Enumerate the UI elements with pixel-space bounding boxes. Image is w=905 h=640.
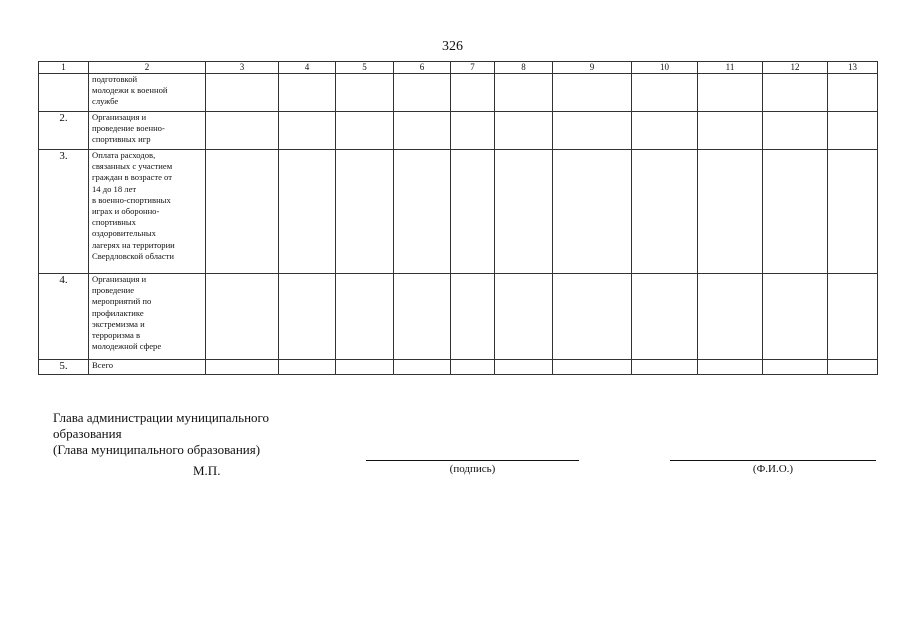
table-cell bbox=[279, 74, 336, 112]
table-cell bbox=[336, 112, 394, 150]
table-cell bbox=[553, 150, 632, 274]
table-cell bbox=[451, 112, 495, 150]
table-cell bbox=[279, 112, 336, 150]
table-cell bbox=[279, 360, 336, 375]
table-cell bbox=[206, 74, 279, 112]
page-number: 326 bbox=[442, 39, 463, 54]
table-cell bbox=[828, 150, 878, 274]
table-cell bbox=[698, 274, 763, 360]
table-cell bbox=[763, 274, 828, 360]
table-cell bbox=[828, 274, 878, 360]
seal-label: М.П. bbox=[193, 463, 221, 478]
table-cell bbox=[495, 112, 553, 150]
table-cell bbox=[632, 150, 698, 274]
table-row bbox=[39, 274, 878, 360]
table-cell bbox=[451, 360, 495, 375]
table-row bbox=[39, 74, 878, 112]
column-header: 4 bbox=[279, 62, 336, 74]
table-cell bbox=[394, 74, 451, 112]
header-row bbox=[39, 62, 878, 74]
column-header: 10 bbox=[632, 62, 698, 74]
table-cell bbox=[451, 274, 495, 360]
table-cell bbox=[763, 112, 828, 150]
fio-line bbox=[670, 460, 876, 461]
table-cell bbox=[336, 274, 394, 360]
table-cell bbox=[451, 150, 495, 274]
row-description: Всего bbox=[89, 360, 206, 375]
table-row bbox=[39, 360, 878, 375]
column-header: 5 bbox=[336, 62, 394, 74]
column-header: 8 bbox=[495, 62, 553, 74]
column-header: 1 bbox=[39, 62, 89, 74]
table-row bbox=[39, 112, 878, 150]
row-number: 4. bbox=[39, 274, 89, 360]
official-title: Глава администрации муниципального образования (Глава муниципального образования) bbox=[53, 410, 270, 457]
row-description: Оплата расходов, связанных с участием граждан в возрасте от 14 до 18 лет в военно-спортивных играх и оборонно- спортивных оздоровительных лагерях на территории Свердловской области bbox=[89, 150, 206, 274]
table-cell bbox=[394, 112, 451, 150]
column-header: 13 bbox=[828, 62, 878, 74]
column-header: 3 bbox=[206, 62, 279, 74]
table-cell bbox=[698, 360, 763, 375]
table-cell bbox=[495, 360, 553, 375]
table-cell bbox=[828, 112, 878, 150]
fio-caption: (Ф.И.О.) bbox=[752, 463, 794, 475]
table-cell bbox=[206, 150, 279, 274]
table-row bbox=[39, 150, 878, 274]
table-cell bbox=[495, 150, 553, 274]
table-cell bbox=[828, 360, 878, 375]
table-cell bbox=[206, 360, 279, 375]
column-header: 7 bbox=[451, 62, 495, 74]
column-header: 11 bbox=[698, 62, 763, 74]
signature-caption: (подпись) bbox=[449, 463, 496, 475]
row-description: Организация и проведение мероприятий по профилактике экстремизма и терроризма в молодежной сфере bbox=[89, 274, 206, 360]
column-header: 12 bbox=[763, 62, 828, 74]
table-cell bbox=[279, 274, 336, 360]
table-cell bbox=[336, 74, 394, 112]
table-cell bbox=[698, 150, 763, 274]
table-cell bbox=[553, 360, 632, 375]
table-cell bbox=[632, 274, 698, 360]
table-cell bbox=[698, 74, 763, 112]
row-number: 3. bbox=[39, 150, 89, 274]
row-number: 2. bbox=[39, 112, 89, 150]
table-cell bbox=[828, 74, 878, 112]
table-cell bbox=[553, 74, 632, 112]
table-cell bbox=[336, 360, 394, 375]
table-cell bbox=[698, 112, 763, 150]
table-cell bbox=[336, 150, 394, 274]
column-header: 2 bbox=[89, 62, 206, 74]
row-description: подготовкой молодежи к военной службе bbox=[89, 74, 206, 112]
column-header: 6 bbox=[394, 62, 451, 74]
table-cell bbox=[495, 274, 553, 360]
report-table bbox=[38, 61, 878, 375]
table-cell bbox=[394, 150, 451, 274]
table-cell bbox=[632, 360, 698, 375]
row-number bbox=[39, 74, 89, 112]
table-cell bbox=[394, 274, 451, 360]
table-cell bbox=[763, 360, 828, 375]
column-header: 9 bbox=[553, 62, 632, 74]
table-cell bbox=[763, 74, 828, 112]
table-cell bbox=[279, 150, 336, 274]
table-cell bbox=[394, 360, 451, 375]
table-cell bbox=[553, 274, 632, 360]
signature-line bbox=[366, 460, 579, 461]
table-cell bbox=[632, 74, 698, 112]
table-cell bbox=[553, 112, 632, 150]
table-cell bbox=[451, 74, 495, 112]
table-cell bbox=[763, 150, 828, 274]
row-description: Организация и проведение военно- спортивных игр bbox=[89, 112, 206, 150]
table-cell bbox=[206, 274, 279, 360]
table-cell bbox=[632, 112, 698, 150]
row-number: 5. bbox=[39, 360, 89, 375]
table-cell bbox=[495, 74, 553, 112]
table-cell bbox=[206, 112, 279, 150]
